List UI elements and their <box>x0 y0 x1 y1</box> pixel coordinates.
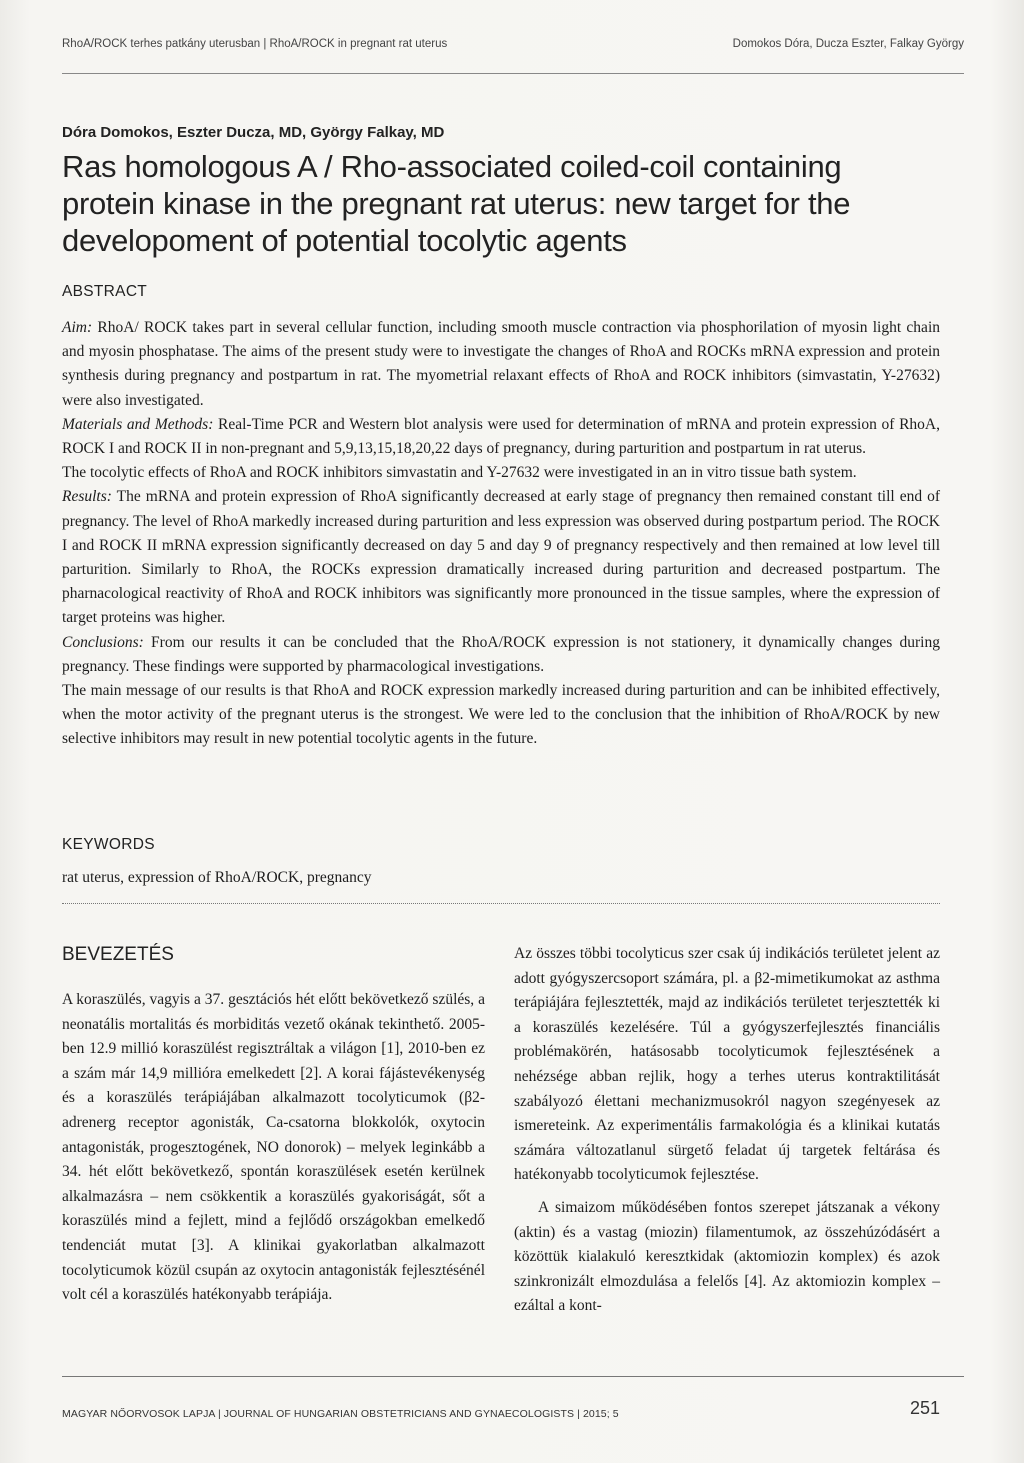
results-label: Results: <box>62 488 112 506</box>
article-title: Ras homologous A / Rho-associated coiled-coil containing protein kinase in the pregnant rat uterus: new target for the developoment of potential tocolytic agents <box>62 149 851 258</box>
abstract-methods-2: The tocolytic effects of RhoA and ROCK inhibitors simvastatin and Y-27632 were investigated in an in vitro tissue bath system. <box>62 464 857 482</box>
abstract-conclusions <box>62 631 940 679</box>
abstract-aim <box>62 316 940 413</box>
abstract-results <box>62 485 940 630</box>
aim-label: Aim: <box>62 319 93 336</box>
running-head-left: RhoA/ROCK terhes patkány uterusban | RhoA/ROCK in pregnant rat uterus <box>62 38 448 50</box>
intro-paragraph-2: Az összes többi tocolyticus szer csak új indikációs területet jelent az adott gyógyszercsoport számára, pl. a β2-mimetikumokat az asthma terápiájára fejlesztették, majd az indikációs területet terjesztették ki a koraszülés kezelésére. Túl a gyógyszerfejlesztés financiális problémakörén, hatásosabb tocolyticumok fejlesztésének a nehézsége abban rejlik, hogy a terhes uterus kontraktilitását szabályozó élettani mechanizmusokról nagyon szegényesek az ismereteink. Az experimentális farmakológia és a klinikai kutatás számára változatlanul sürgető feladat új targetek feltárása és hatékonyabb tocolyticumok fejlesztése. <box>514 945 940 1184</box>
header-rule <box>62 73 964 74</box>
methods-text: Real-Time PCR and Western blot analysis were used for determination of mRNA and protein expression of RhoA, ROCK I and ROCK II in non-pregnant and 5,9,13,15,18,20,22 days of pregnancy, during parturition and postpartum in rat uterus. <box>62 415 940 458</box>
journal-footer: MAGYAR NŐORVOSOK LAPJA | JOURNAL OF HUNGARIAN OBSTETRICIANS AND GYNAECOLOGISTS | 2015; 5 <box>62 1408 619 1420</box>
section-divider <box>62 903 940 904</box>
running-head-right: Domokos Dóra, Ducza Eszter, Falkay György <box>732 38 964 50</box>
keywords-heading: KEYWORDS <box>62 836 155 853</box>
page-number: 251 <box>909 1398 940 1418</box>
keywords-text: rat uterus, expression of RhoA/ROCK, pregnancy <box>62 869 372 886</box>
bevezetes-heading: BEVEZETÉS <box>62 944 174 965</box>
author-line: Dóra Domokos, Eszter Ducza, MD, György Falkay, MD <box>62 124 445 141</box>
conclusions-label: Conclusions: <box>62 633 144 651</box>
methods-label: Materials and Methods: <box>62 415 214 433</box>
intro-paragraph-1: A koraszülés, vagyis a 37. gesztációs hét előtt bekövetkező szülés, a neonatális mortalitás és morbiditás vezető okának tekinthető. 2005-ben 12.9 millió koraszülést regisztráltak a világon [1], 2010-ben ez a szám már 14,9 millióra emelkedett [2]. A korai fájástevékenység és a koraszülés terápiájában alkalmazott tocolyticumok (β2- adrenerg receptor agonisták, Ca-csatorna blokkolók, oxytocin antagonisták, progesztogének, NO donorok) – melyek leginkább a 34. hét előtt bekövetkező, spontán koraszülések esetén kerülnek alkalmazásra – nem csökkentik a koraszülés gyakoriságát, sőt a koraszülés mind a fejlett, mind a fejlődő országokban emelkedő tendenciát mutat [3]. A klinikai gyakorlatban alkalmazott tocolyticumok közül csupán az oxytocin antagonisták fejlesztésénél volt cél a koraszülés hatékonyabb terápiája. <box>62 991 485 1304</box>
abstract-conclusions-2: The main message of our results is that RhoA and ROCK expression markedly increased during parturition and can be inhibited effectively, when the motor activity of the pregnant uterus is the strongest. We were led to the conclusion that the inhibition of RhoA/ROCK by new selective inhibitors may result in new potential tocolytic agents in the future. <box>62 682 940 748</box>
abstract-body <box>62 316 940 752</box>
left-column <box>62 988 485 1308</box>
abstract-methods <box>62 413 940 461</box>
conclusions-text: From our results it can be concluded that the RhoA/ROCK expression is not stationery, it dynamically changes during pregnancy. These findings were supported by pharmacological investigations. <box>62 633 940 675</box>
running-head <box>62 38 964 50</box>
footer-rule <box>62 1376 964 1377</box>
abstract-heading: ABSTRACT <box>62 283 148 300</box>
results-text: The mRNA and protein expression of RhoA significantly decreased at early stage of pregnancy then remained constant till end of pregnancy. The level of RhoA markedly increased during parturition and less expression was observed during postpartum period. The ROCK I and ROCK II mRNA expression significantly decreased on day 5 and day 9 of pregnancy respectively and then remained at low level till parturition. Similarly to RhoA, the ROCKs expression dramatically increased during parturition and decreased postpartum. The pharnacological reactivity of RhoA and ROCK inhibitors was significantly more pronounced in the tissue samples, where the expression of target proteins was higher. <box>62 488 940 627</box>
right-column <box>514 942 940 1319</box>
intro-paragraph-3: A simaizom működésében fontos szerepet játszanak a vékony (aktin) és a vastag (miozin) filamentumok, az összehúzódásért a közöttük kialakuló keresztkidak (aktomiozin komplex) és azok szinkronizált elmozdulása a felelős [4]. Az aktomiozin komplex – ezáltal a kont- <box>514 1198 940 1315</box>
aim-text: RhoA/ ROCK takes part in several cellular function, including smooth muscle contraction via phosphorilation of myosin light chain and myosin phosphatase. The aims of the present study were to investigate the changes of RhoA and ROCKs mRNA expression and protein synthesis during pregnancy and postpartum in rat. The myometrial relaxant effects of RhoA and ROCK inhibitors (simvastatin, Y-27632) were also investigated. <box>62 319 940 409</box>
